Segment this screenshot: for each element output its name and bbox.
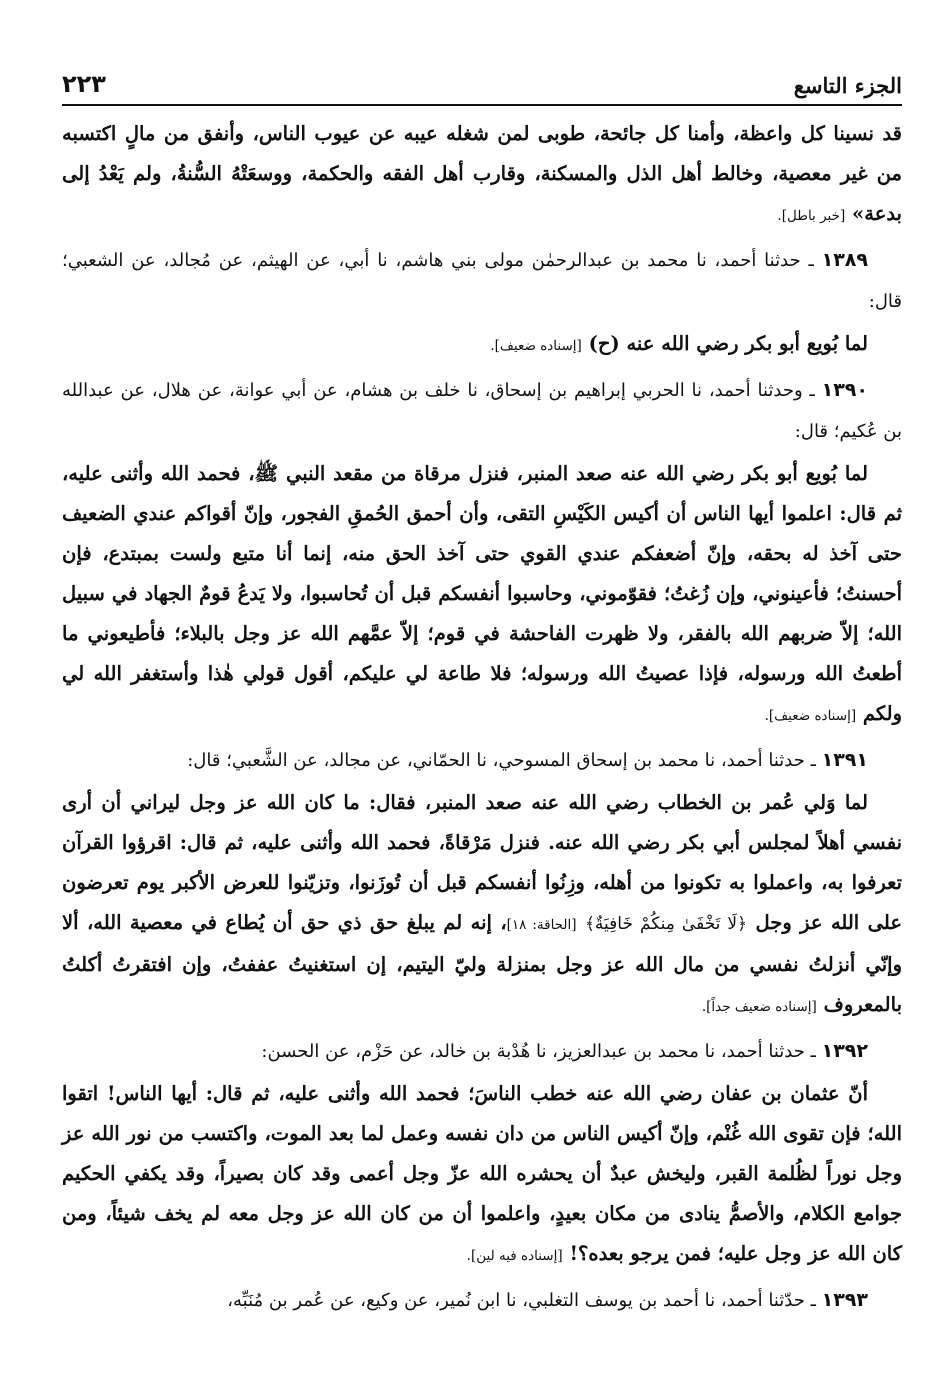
isnad-text: ـ وحدثنا أحمد، نا الحربي إبراهيم بن إسحاق، نا خلف بن هشام، عن أبي عوانة، عن هلال، عن عبدالله بن عُكيم؛ قال:: [62, 380, 902, 442]
hadith-text-continuation: [62, 114, 902, 236]
matn-text: أنّ عثمان بن عفان رضي الله عنه خطب الناسَ؛ فحمد الله وأثنى عليه، ثم قال: أيها الناس! اتقوا الله؛ فإن تقوى الله غُنْم، وإنّ أكيس الناس من دان نفسه وعمل لما بعد الموت، واكتسب من نور الله عز وجل نوراً لظُلمة القبر، وليخش عبدٌ أن يحشره الله عزّ وجل أعمى وقد كان بصيراً، وقد يكفي الحكيم جوامع الكلام، والأصمُّ ينادى من مكان بعيدٍ، واعلموا أن من كان الله عز وجل معه لم يخف شيئاً، ومن كان الله عز وجل عليه؛ فمن يرجو بعده؟!: [62, 1082, 902, 1265]
hadith-matn-1390: [62, 454, 902, 736]
hadith-isnad-1389: [62, 240, 902, 322]
hadith-number: ١٣٩٢: [821, 1040, 868, 1062]
hadith-isnad-1392: [62, 1031, 902, 1072]
hadith-matn-1389: [62, 324, 902, 366]
isnad-text: ـ حدثنا أحمد، نا محمد بن إسحاق المسوحي، نا الحمّاني، عن مجالد، عن الشَّعبي؛ قال:: [187, 750, 816, 771]
running-title: الجزء التاسع: [793, 73, 902, 98]
hadith-number: ١٣٩٣: [821, 1289, 868, 1311]
matn-text: لما بُويع أبو بكر رضي الله عنه صعد المنبر، فنزل مرقاة من مقعد النبي ﷺ، فحمد الله وأثنى عليه، ثم قال: اعلموا أيها الناس أن أكيس الكَيْسِ التقى، وأن أحمق الحُمقِ الفجور، وإنّ أقواكم عندي الضعيف حتى آخذ له بحقه، وإنّ أضعفكم عندي القوي حتى آخذ الحق منه، إنما أنا متبع ولست بمبتدع، فإن أحسنتُ؛ فأعينوني، وإن زُغتُ؛ فقوّموني، وحاسبوا أنفسكم قبل أن تُحاسبوا، ولا يَدعُ قومٌ الجهاد في سبيل الله؛ إلاّ ضربهم الله بالفقر، ولا ظهرت الفاحشة في قوم؛ إلاّ عمَّهم الله عز وجل بالبلاء؛ فأطيعوني ما أطعتُ الله ورسوله، فإذا عصيتُ الله ورسوله؛ فلا طاعة لي عليكم، أقول قولي هٰذا وأستغفر الله لي ولكم: [62, 462, 902, 725]
book-page: [62, 50, 902, 1370]
hadith-matn-1391: [62, 783, 902, 1027]
hadith-grade: [إسناده ضعيف جداً].: [701, 999, 817, 1015]
matn-text-after-verse: ، إنه لم يبلغ حق ذي حق أن يُطاع في معصية الله، ألا وإنّي أنزلتُ نفسي من مال الله عز وجل بمنزلة وليّ اليتيم، إن استغنيتُ عففتُ، وإن افتقرتُ أكلتُ بالمعروف: [62, 911, 902, 1016]
hadith-grade: [خبر باطل].: [777, 208, 846, 224]
quran-verse: ﴿لَا تَخْفَىٰ مِنكُمْ خَافِيَةٌ﴾: [584, 914, 748, 934]
isnad-text: ـ حدّثنا أحمد، نا أحمد بن يوسف التغلبي، نا ابن نُمير، عن وكيع، عن عُمر بن مُنَبِّه،: [227, 1290, 816, 1311]
matn-text: لما وَلي عُمر بن الخطاب رضي الله عنه صعد المنبر، فقال: ما كان الله عز وجل ليراني أن أرى نفسي أهلاً لمجلس أبي بكر رضي الله عنه. فنزل مَرْقاةً، فحمد الله وأثنى عليه، ثم قال: اقرؤوا القرآن تعرفوا به، واعملوا به تكونوا من أهله، وزِنُوا أنفسكم قبل أن تُوزَنوا، وتزيّنوا للعرض الأكبر يوم تعرضون على الله عز وجل: [62, 791, 902, 934]
hadith-grade: [إسناده فيه لين].: [466, 1248, 563, 1264]
page-number: ٢٢٣: [62, 70, 106, 98]
hadith-number: ١٣٩١: [821, 749, 868, 771]
hadith-isnad-1391: [62, 740, 902, 781]
matn-text: لما بُويع أبو بكر رضي الله عنه (ح): [588, 332, 868, 355]
verse-reference: [الحاقة: ١٨]: [506, 917, 577, 933]
hadith-number: ١٣٨٩: [821, 249, 868, 271]
hadith-grade: [إسناده ضعيف].: [764, 708, 857, 724]
hadith-grade: [إسناده ضعيف].: [490, 338, 582, 354]
isnad-text: ـ حدثنا أحمد، نا محمد بن عبدالرحمٰن مولى بني هاشم، نا أبي، عن الهيثم، عن مُجالد، عن الشعبي؛ قال:: [62, 250, 902, 312]
hadith-isnad-1390: [62, 370, 902, 452]
hadith-isnad-1393: [62, 1280, 902, 1321]
hadith-matn-1392: [62, 1074, 902, 1276]
matn-text: قد نسينا كل واعظة، وأمنا كل جائحة، طوبى لمن شغله عيبه عن عيوب الناس، وأنفق من مالٍ اكتسبه من غير معصية، وخالط أهل الذل والمسكنة، وقارب أهل الفقه والحكمة، ووسعَتْهُ السُّنةُ، ولم يَعْدُ إلى بدعة»: [62, 122, 902, 225]
isnad-text: ـ حدثنا أحمد، نا محمد بن عبدالعزيز، نا هُدْبة بن خالد، عن حَزْم، عن الحسن:: [261, 1041, 816, 1062]
hadith-number: ١٣٩٠: [821, 379, 868, 401]
page-header: [62, 50, 902, 106]
page-content: [62, 114, 902, 1321]
